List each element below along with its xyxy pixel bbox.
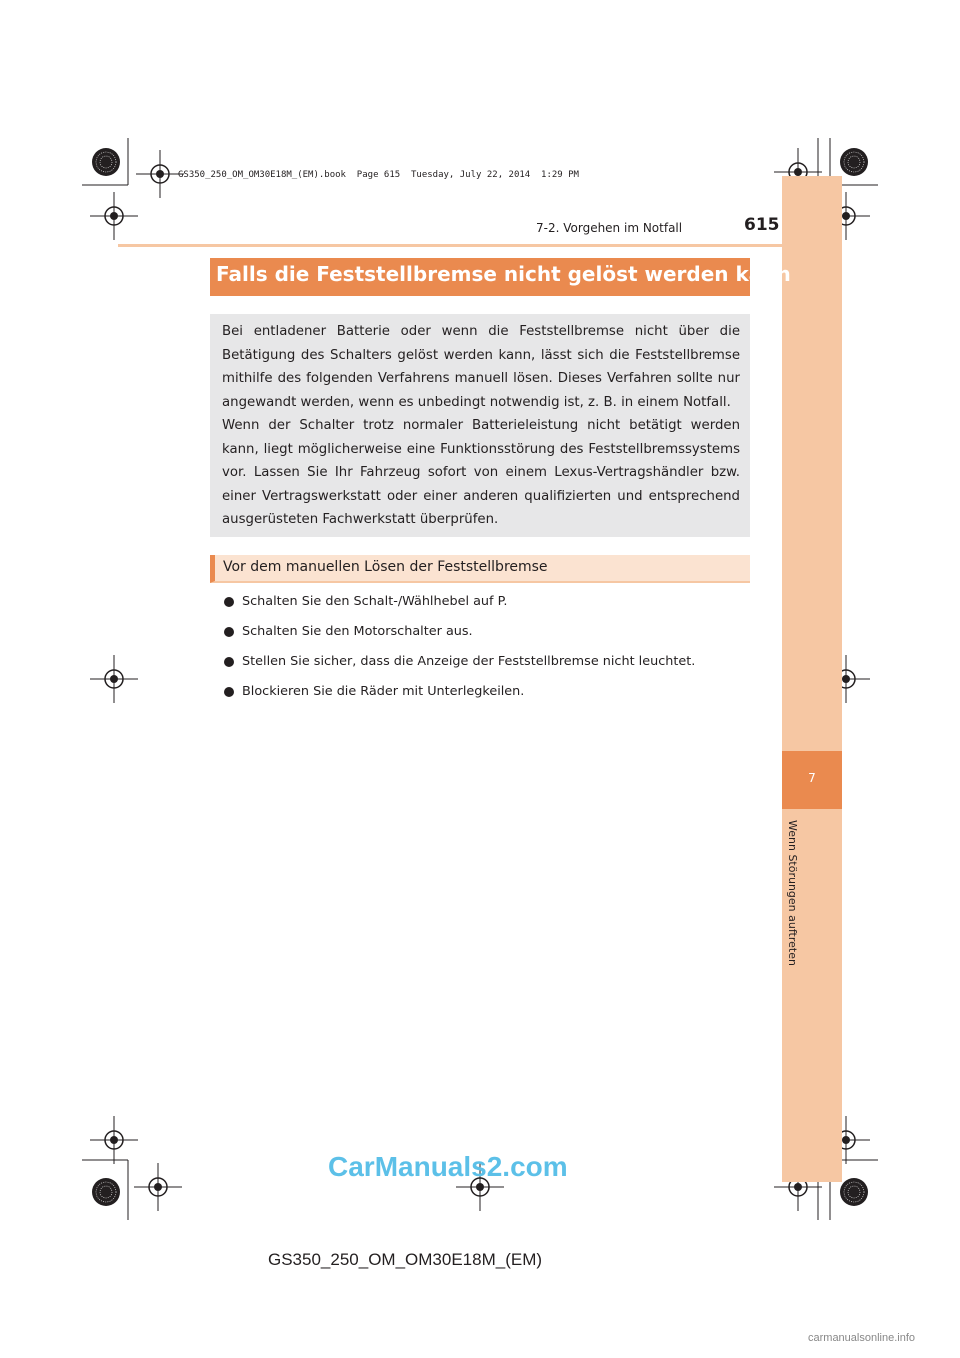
- list-item-text: Schalten Sie den Motorschalter aus.: [242, 624, 473, 639]
- intro-paragraph-2: Wenn der Schalter trotz normaler Batterieleistung nicht betätigt werden kann, liegt möglicherweise eine Funktionsstörung des Feststellbremssystems vor. Lassen Sie Ihr Fahrzeug sofort von einem Lexus-Vertragshändler bzw. einer Vertragswerkstatt oder einer anderen qualifizierten und entsprechend ausgerüsteten Fachwerkstatt überprüfen.: [222, 418, 740, 527]
- header-rule: [118, 244, 842, 247]
- list-item: [222, 680, 742, 710]
- footer-code: GS350_250_OM_OM30E18M_(EM): [268, 1250, 543, 1269]
- bullet-icon: [224, 657, 234, 667]
- bullet-icon: [224, 627, 234, 637]
- bullet-icon: [224, 597, 234, 607]
- chapter-title: [784, 820, 804, 980]
- site-watermark: carmanualsonline.info: [808, 1332, 916, 1344]
- list-item-text: Schalten Sie den Schalt-/Wählhebel auf P.: [242, 594, 508, 609]
- print-info-line: GS350_250_OM_OM30E18M_(EM).book Page 615 Tuesday, July 22, 2014 1:29 PM: [178, 170, 579, 180]
- list-item: [222, 650, 742, 680]
- chapter-title-text: Wenn Störungen auftreten: [786, 820, 799, 966]
- page-title: Falls die Feststellbremse nicht gelöst werden kann: [216, 262, 791, 286]
- chapter-side-tab: [782, 176, 842, 1182]
- watermark: CarManuals2.com: [328, 1151, 568, 1182]
- list-item: [222, 620, 742, 650]
- list-item-text: Blockieren Sie die Räder mit Unterlegkeilen.: [242, 684, 525, 699]
- chapter-number: 7: [782, 751, 842, 809]
- intro-paragraph-1: Bei entladener Batterie oder wenn die Feststellbremse nicht über die Betätigung des Schalters gelöst werden kann, lässt sich die Feststellbremse mithilfe des folgenden Verfahrens manuell lösen. Dieses Verfahren sollte nur angewandt werden, wenn es unbedingt notwendig ist, z. B. in einem Notfall.: [222, 324, 740, 410]
- list-item: [222, 590, 742, 620]
- bullet-list: [222, 590, 742, 710]
- list-item-text: Stellen Sie sicher, dass die Anzeige der Feststellbremse nicht leuchtet.: [242, 654, 696, 669]
- section-label: 7-2. Vorgehen im Notfall: [536, 221, 683, 235]
- bullet-icon: [224, 687, 234, 697]
- intro-text: [222, 320, 740, 532]
- page-number: 615: [744, 215, 780, 235]
- subsection-title: Vor dem manuellen Lösen der Feststellbremse: [223, 559, 548, 575]
